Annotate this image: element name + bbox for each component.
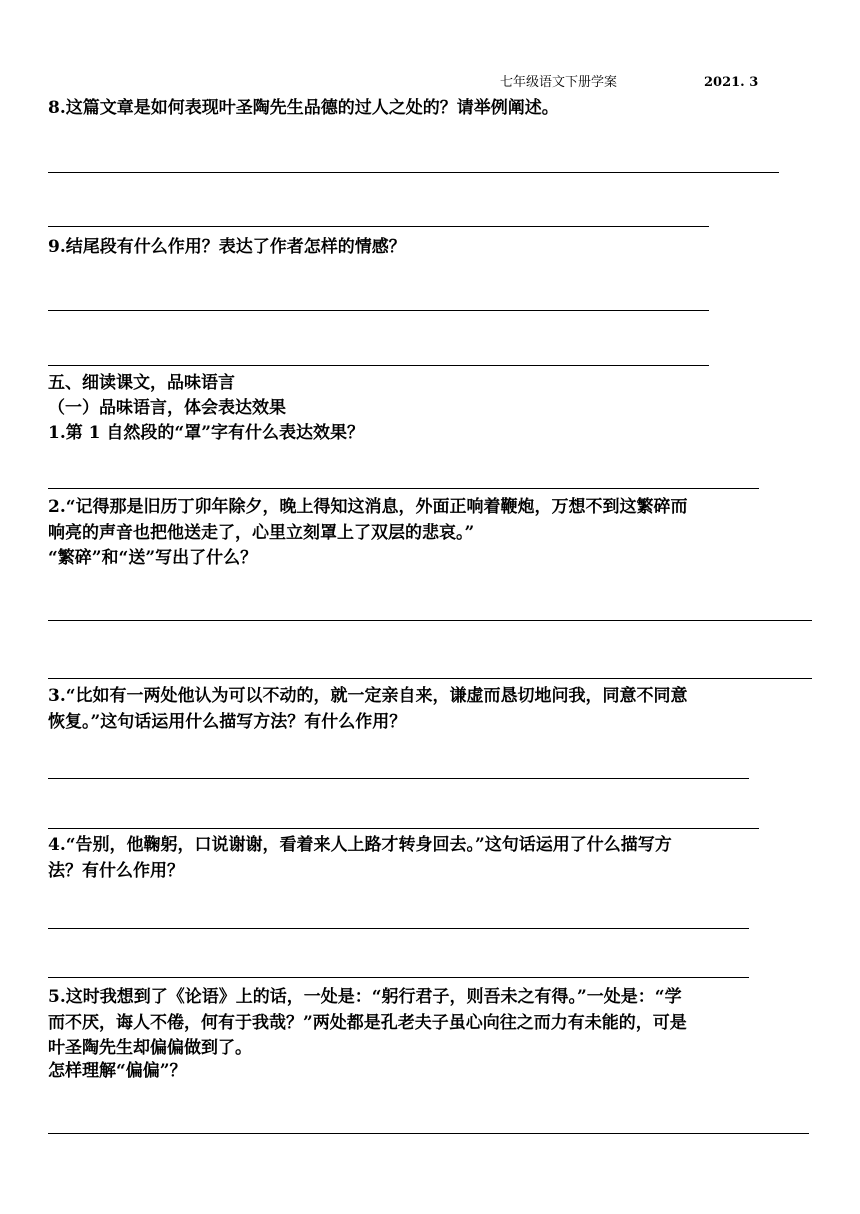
answer-line: [48, 977, 749, 978]
answer-line: [48, 928, 749, 929]
item-1: 1.第 1 自然段的“罩”字有什么表达效果？: [48, 423, 364, 443]
item-4-line-2: 法？有什么作用？: [48, 861, 184, 881]
item-3-line-1: 3.“比如有一两处他认为可以不动的，就一定亲自来，谦虚而恳切地问我，同意不同意: [48, 686, 688, 706]
answer-line: [48, 310, 709, 311]
section-title: 五、细读课文，品味语言: [48, 373, 235, 393]
answer-line: [48, 365, 709, 366]
item-5-line-1: 5.这时我想到了《论语》上的话，一处是：“躬行君子，则吾未之有得。”一处是：“学: [48, 987, 682, 1007]
answer-line: [48, 828, 759, 829]
question-9: 9.结尾段有什么作用？表达了作者怎样的情感？: [48, 237, 406, 257]
header-title: 七年级语文下册学案: [500, 75, 618, 90]
item-2-line-2: 响亮的声音也把他送走了，心里立刻罩上了双层的悲哀。”: [48, 523, 475, 543]
item-5-line-3: 叶圣陶先生却偏偏做到了。: [48, 1038, 252, 1058]
item-2-line-1: 2.“记得那是旧历丁卯年除夕，晚上得知这消息，外面正响着鞭炮，万想不到这繁碎而: [48, 497, 688, 517]
item-3-line-2: 恢复。”这句话运用什么描写方法？有什么作用？: [48, 712, 407, 732]
answer-line: [48, 620, 812, 621]
answer-line: [48, 226, 709, 227]
answer-line: [48, 1133, 809, 1134]
answer-line: [48, 678, 812, 679]
item-5-question: 怎样理解“偏偏”？: [48, 1061, 187, 1081]
answer-line: [48, 488, 759, 489]
section-subtitle: （一）品味语言，体会表达效果: [48, 398, 286, 418]
item-4-line-1: 4.“告别，他鞠躬，口说谢谢，看着来人上路才转身回去。”这句话运用了什么描写方: [48, 835, 672, 855]
answer-line: [48, 778, 749, 779]
answer-line: [48, 172, 779, 173]
item-2-question: “繁碎”和“送”写出了什么？: [48, 548, 258, 568]
header-date: 2021. 3: [704, 75, 759, 90]
question-8: 8.这篇文章是如何表现叶圣陶先生品德的过人之处的？请举例阐述。: [48, 98, 559, 118]
item-5-line-2: 而不厌，诲人不倦，何有于我哉？”两处都是孔老夫子虽心向往之而力有未能的，可是: [48, 1013, 687, 1033]
